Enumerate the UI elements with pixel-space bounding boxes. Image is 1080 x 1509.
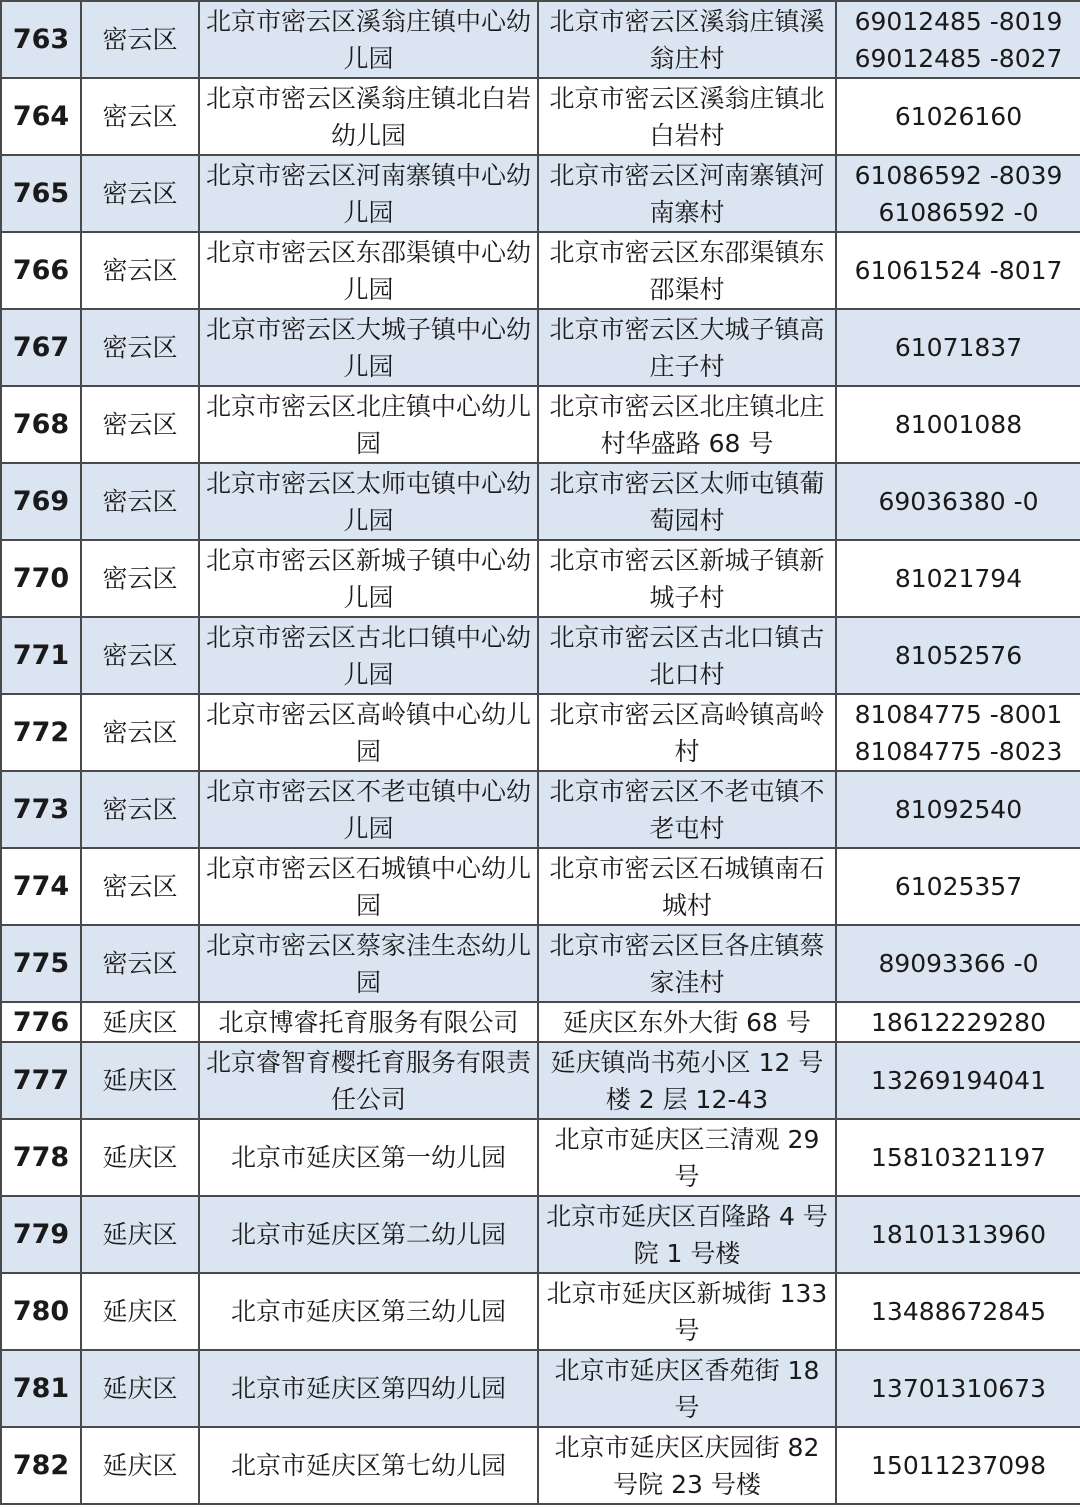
phone-cell: [836, 232, 1080, 309]
kindergarten-name-cell: 北京市延庆区第一幼儿园: [199, 1119, 538, 1196]
address-cell: 北京市延庆区新城街 133 号: [538, 1273, 836, 1350]
phone-number: 81084775 -8023: [854, 736, 1063, 766]
district-cell: 密云区: [81, 617, 199, 694]
table-row: [1, 617, 1080, 694]
kindergarten-name-cell: 北京市延庆区第七幼儿园: [199, 1427, 538, 1504]
phone-number: 89093366 -0: [878, 949, 1039, 978]
phone-cell: [836, 1427, 1080, 1504]
district-cell: 密云区: [81, 463, 199, 540]
district-cell: 延庆区: [81, 1273, 199, 1350]
address-cell: 北京市密云区石城镇南石城村: [538, 848, 836, 925]
kindergarten-name-cell: 北京市密云区太师屯镇中心幼 儿园: [199, 463, 538, 540]
phone-cell: [836, 694, 1080, 771]
phone-cell: [836, 1, 1080, 78]
phone-number: 61086592 -8039: [854, 160, 1063, 190]
kindergarten-name-cell: 北京市密云区高岭镇中心幼儿 园: [199, 694, 538, 771]
kindergarten-name-cell: 北京市密云区大城子镇中心幼 儿园: [199, 309, 538, 386]
phone-number: 61061524 -8017: [854, 256, 1063, 285]
phone-number: 61086592 -0: [878, 197, 1039, 227]
phone-cell: [836, 1196, 1080, 1273]
phone-cell: [836, 1119, 1080, 1196]
table-row: [1, 1002, 1080, 1042]
phone-cell: [836, 617, 1080, 694]
kindergarten-name-cell: 北京博睿托育服务有限公司: [199, 1002, 538, 1042]
district-cell: 密云区: [81, 540, 199, 617]
district-cell: 延庆区: [81, 1350, 199, 1427]
row-number: 776: [1, 1002, 81, 1042]
district-cell: 密云区: [81, 848, 199, 925]
address-cell: 北京市延庆区百隆路 4 号院 1 号楼: [538, 1196, 836, 1273]
row-number: 778: [1, 1119, 81, 1196]
district-cell: 延庆区: [81, 1002, 199, 1042]
row-number: 777: [1, 1042, 81, 1119]
phone-number: 81021794: [894, 564, 1023, 593]
table-row: [1, 771, 1080, 848]
kindergarten-name-cell: 北京市密云区北庄镇中心幼儿 园: [199, 386, 538, 463]
phone-number: 61071837: [894, 333, 1023, 362]
kindergarten-name-cell: 北京市密云区溪翁庄镇中心幼 儿园: [199, 1, 538, 78]
address-cell: 北京市密云区溪翁庄镇溪翁庄村: [538, 1, 836, 78]
address-cell: 北京市密云区东邵渠镇东邵渠村: [538, 232, 836, 309]
phone-cell: [836, 309, 1080, 386]
row-number: 781: [1, 1350, 81, 1427]
table-body: [1, 1, 1080, 1504]
table-row: [1, 78, 1080, 155]
address-cell: 北京市延庆区三清观 29 号: [538, 1119, 836, 1196]
address-cell: 北京市密云区巨各庄镇蔡家洼村: [538, 925, 836, 1002]
kindergarten-name-cell: 北京市密云区不老屯镇中心幼 儿园: [199, 771, 538, 848]
phone-number: 15011237098: [871, 1451, 1046, 1480]
phone-number: 81001088: [894, 410, 1023, 439]
phone-cell: [836, 1002, 1080, 1042]
address-cell: 北京市密云区溪翁庄镇北白岩村: [538, 78, 836, 155]
phone-number: 13701310673: [871, 1374, 1046, 1403]
phone-number: 18101313960: [871, 1220, 1046, 1249]
row-number: 765: [1, 155, 81, 232]
district-cell: 延庆区: [81, 1196, 199, 1273]
address-cell: 北京市密云区新城子镇新城子村: [538, 540, 836, 617]
table-row: [1, 848, 1080, 925]
district-cell: 密云区: [81, 1, 199, 78]
phone-cell: [836, 1350, 1080, 1427]
phone-cell: [836, 155, 1080, 232]
district-cell: 密云区: [81, 925, 199, 1002]
row-number: 779: [1, 1196, 81, 1273]
row-number: 782: [1, 1427, 81, 1504]
phone-cell: [836, 1042, 1080, 1119]
table-row: [1, 1350, 1080, 1427]
phone-cell: [836, 925, 1080, 1002]
phone-number: 81084775 -8001: [854, 699, 1063, 729]
address-cell: 延庆区东外大街 68 号: [538, 1002, 836, 1042]
table-row: [1, 925, 1080, 1002]
phone-cell: [836, 771, 1080, 848]
district-cell: 密云区: [81, 771, 199, 848]
phone-cell: [836, 540, 1080, 617]
district-cell: 密云区: [81, 694, 199, 771]
phone-number: 61025357: [894, 872, 1023, 901]
kindergarten-name-cell: 北京市密云区河南寨镇中心幼 儿园: [199, 155, 538, 232]
phone-number: 69036380 -0: [878, 487, 1039, 516]
phone-cell: [836, 848, 1080, 925]
kindergarten-name-cell: 北京市密云区新城子镇中心幼 儿园: [199, 540, 538, 617]
table-row: [1, 309, 1080, 386]
table-row: [1, 1427, 1080, 1504]
row-number: 770: [1, 540, 81, 617]
address-cell: 北京市延庆区香苑街 18 号: [538, 1350, 836, 1427]
phone-number: 81052576: [894, 641, 1023, 670]
kindergarten-name-cell: 北京睿智育樱托育服务有限责 任公司: [199, 1042, 538, 1119]
phone-number: 69012485 -8027: [854, 43, 1063, 73]
row-number: 775: [1, 925, 81, 1002]
table-row: [1, 1, 1080, 78]
table-row: [1, 1196, 1080, 1273]
address-cell: 北京市密云区高岭镇高岭村: [538, 694, 836, 771]
row-number: 767: [1, 309, 81, 386]
phone-number: 13488672845: [871, 1297, 1046, 1326]
phone-cell: [836, 1273, 1080, 1350]
row-number: 766: [1, 232, 81, 309]
row-number: 780: [1, 1273, 81, 1350]
table-row: [1, 1119, 1080, 1196]
address-cell: 北京市延庆区庆园街 82 号院 23 号楼: [538, 1427, 836, 1504]
district-cell: 密云区: [81, 386, 199, 463]
phone-number: 13269194041: [871, 1066, 1046, 1095]
district-cell: 延庆区: [81, 1427, 199, 1504]
district-cell: 密云区: [81, 155, 199, 232]
table-row: [1, 694, 1080, 771]
address-cell: 北京市密云区大城子镇高庄子村: [538, 309, 836, 386]
kindergarten-name-cell: 北京市密云区蔡家洼生态幼儿 园: [199, 925, 538, 1002]
address-cell: 北京市密云区北庄镇北庄村华盛路 68 号: [538, 386, 836, 463]
row-number: 764: [1, 78, 81, 155]
row-number: 768: [1, 386, 81, 463]
kindergarten-name-cell: 北京市密云区东邵渠镇中心幼 儿园: [199, 232, 538, 309]
kindergarten-name-cell: 北京市延庆区第三幼儿园: [199, 1273, 538, 1350]
phone-cell: [836, 463, 1080, 540]
table-row: [1, 386, 1080, 463]
district-cell: 延庆区: [81, 1119, 199, 1196]
row-number: 773: [1, 771, 81, 848]
phone-cell: [836, 386, 1080, 463]
phone-number: 81092540: [894, 795, 1023, 824]
phone-number: 15810321197: [871, 1143, 1046, 1172]
table-row: [1, 540, 1080, 617]
phone-number: 61026160: [894, 102, 1023, 131]
phone-cell: [836, 78, 1080, 155]
district-cell: 延庆区: [81, 1042, 199, 1119]
district-cell: 密云区: [81, 309, 199, 386]
row-number: 771: [1, 617, 81, 694]
address-cell: 北京市密云区不老屯镇不老屯村: [538, 771, 836, 848]
table-row: [1, 1042, 1080, 1119]
address-cell: 北京市密云区河南寨镇河南寨村: [538, 155, 836, 232]
row-number: 772: [1, 694, 81, 771]
table-row: [1, 1273, 1080, 1350]
kindergarten-name-cell: 北京市延庆区第四幼儿园: [199, 1350, 538, 1427]
row-number: 769: [1, 463, 81, 540]
phone-number: 18612229280: [871, 1007, 1046, 1037]
kindergarten-name-cell: 北京市密云区石城镇中心幼儿 园: [199, 848, 538, 925]
address-cell: 延庆镇尚书苑小区 12 号楼 2 层 12-43: [538, 1042, 836, 1119]
kindergarten-name-cell: 北京市密云区古北口镇中心幼 儿园: [199, 617, 538, 694]
address-cell: 北京市密云区古北口镇古北口村: [538, 617, 836, 694]
phone-number: 69012485 -8019: [854, 6, 1063, 36]
table-row: [1, 463, 1080, 540]
table-row: [1, 232, 1080, 309]
district-cell: 密云区: [81, 232, 199, 309]
kindergarten-name-cell: 北京市延庆区第二幼儿园: [199, 1196, 538, 1273]
district-cell: 密云区: [81, 78, 199, 155]
row-number: 763: [1, 1, 81, 78]
table-row: [1, 155, 1080, 232]
kindergarten-name-cell: 北京市密云区溪翁庄镇北白岩 幼儿园: [199, 78, 538, 155]
address-cell: 北京市密云区太师屯镇葡萄园村: [538, 463, 836, 540]
row-number: 774: [1, 848, 81, 925]
